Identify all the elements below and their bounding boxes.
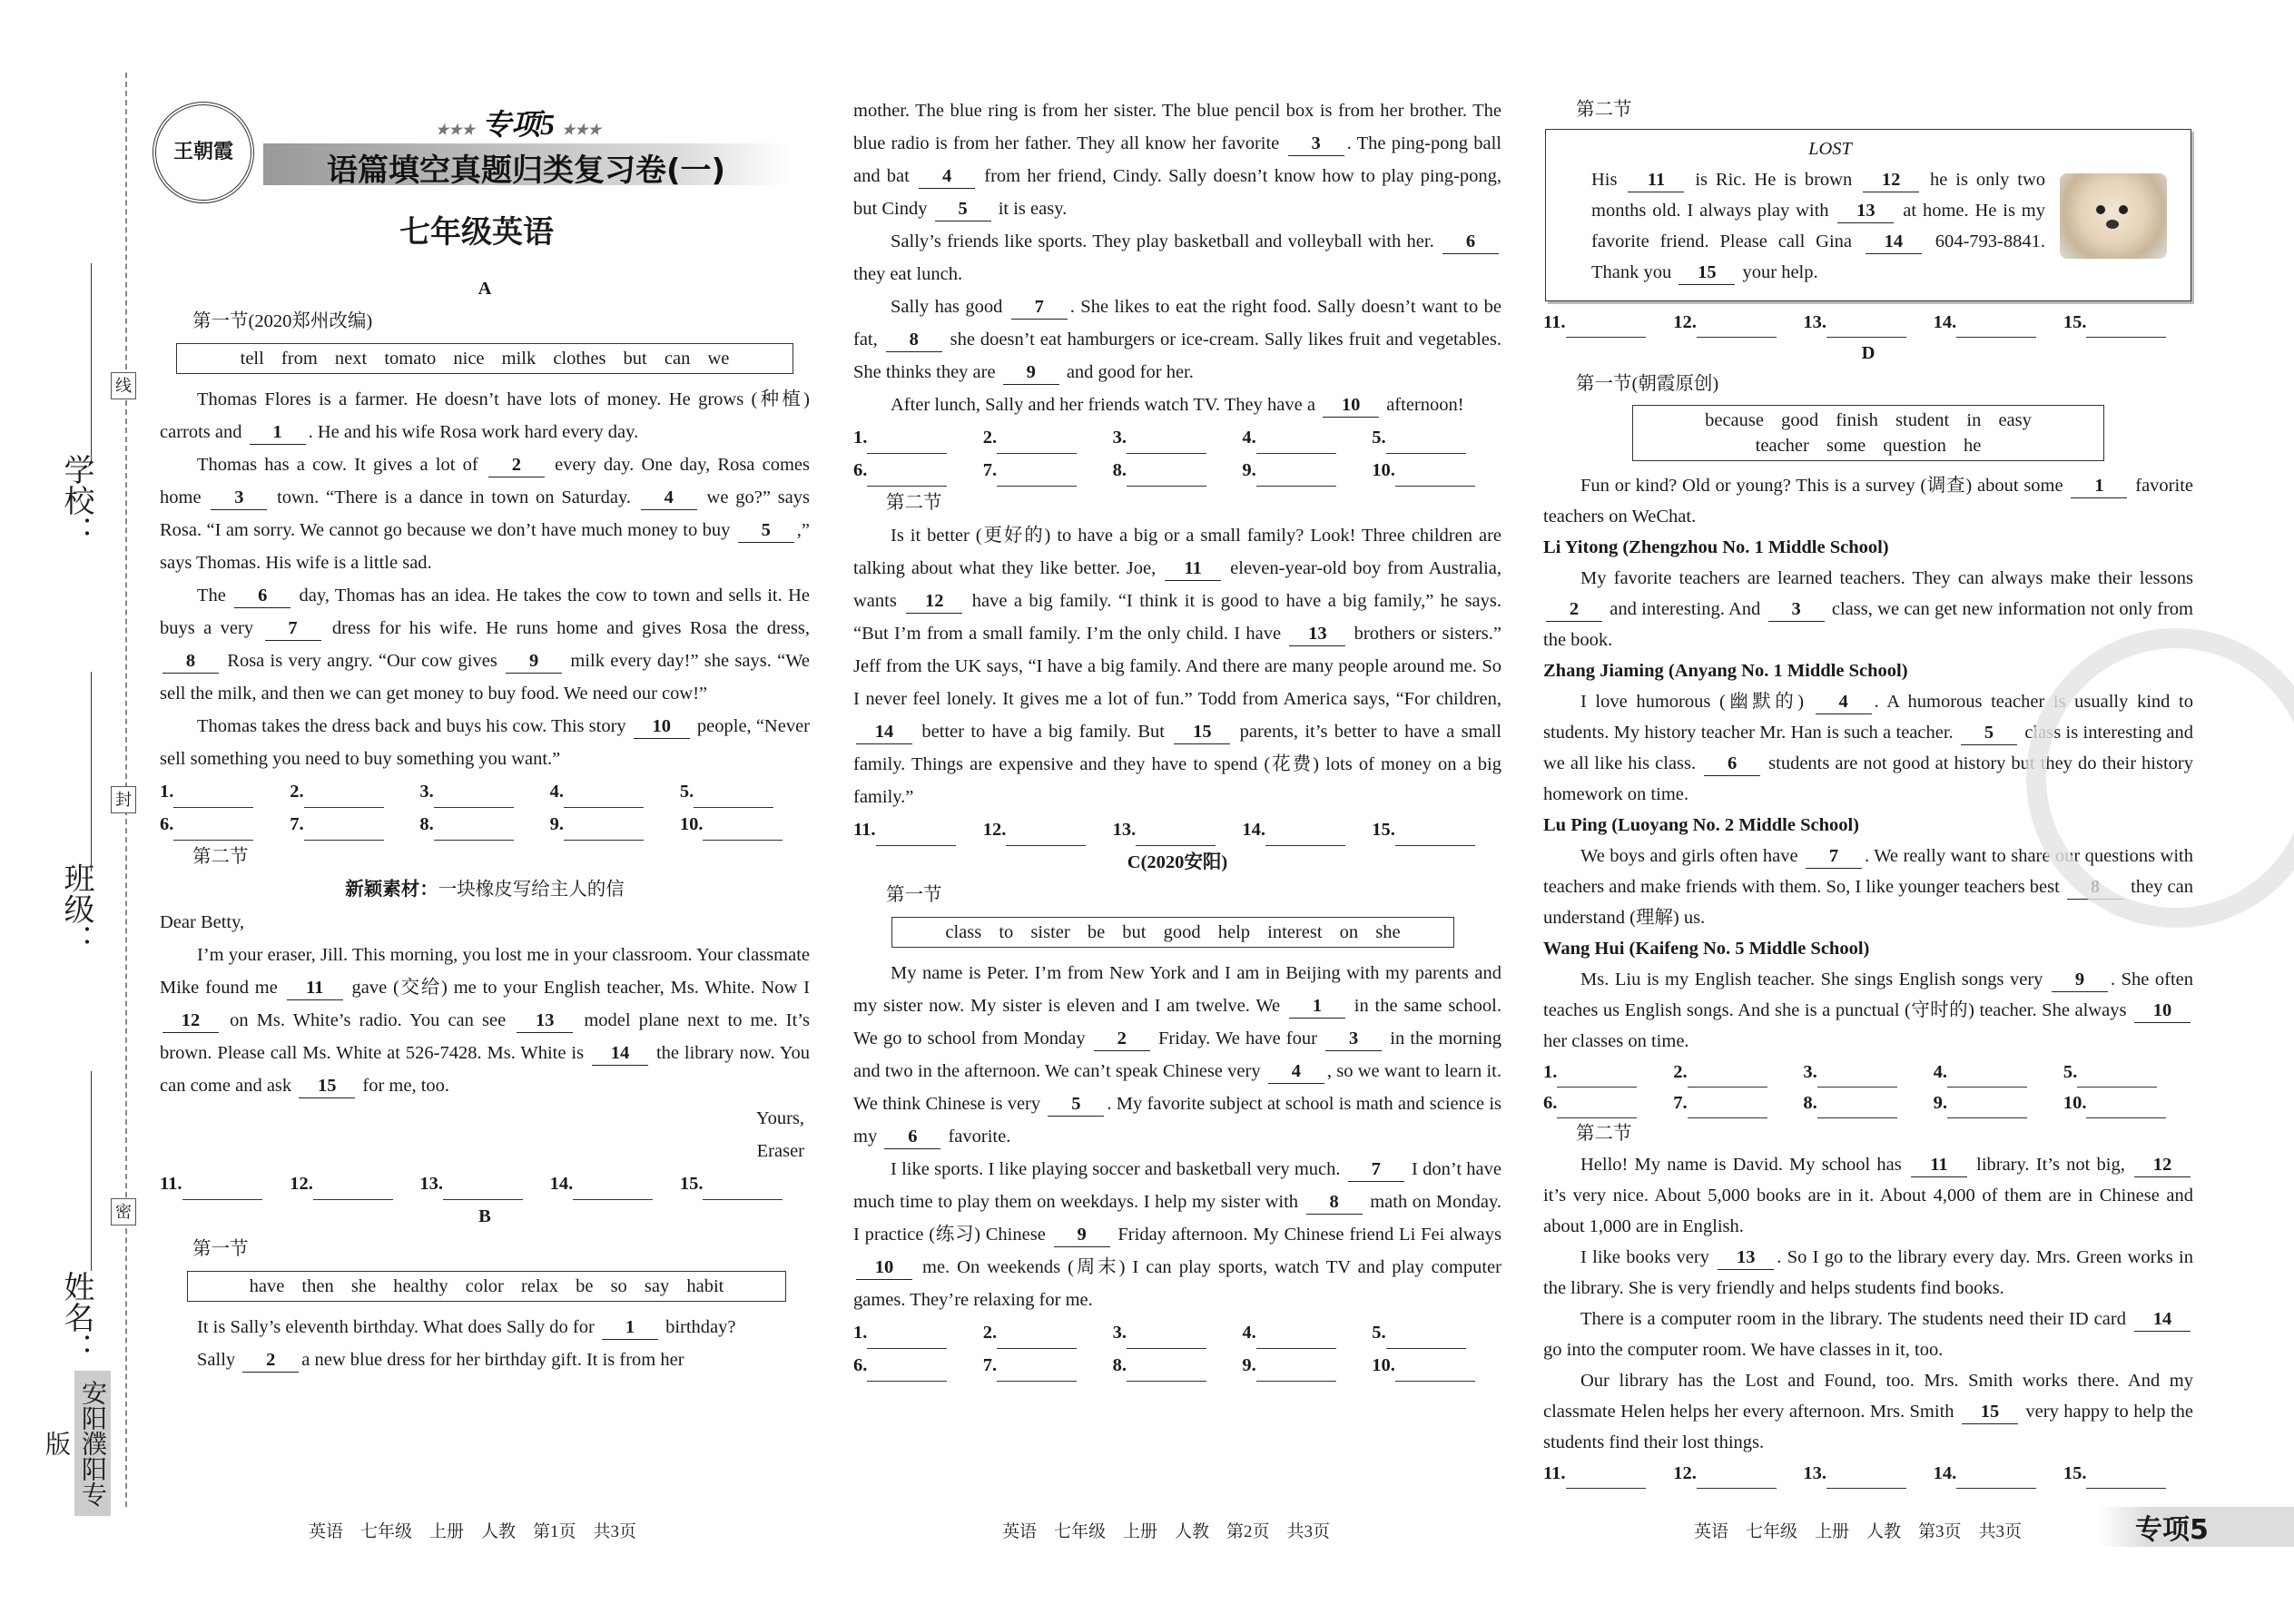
answer-line[interactable] bbox=[1817, 1097, 1897, 1118]
section-b-part1: 第一节 bbox=[192, 1239, 249, 1259]
blank-d8[interactable]: 8 bbox=[2067, 875, 2123, 900]
answer-line[interactable] bbox=[867, 1360, 947, 1382]
header-label-text: 专项5 bbox=[482, 108, 556, 141]
blank-c4[interactable]: 4 bbox=[1268, 1059, 1324, 1084]
footer-page-3: 英语 七年级 上册 人教 第3页 共3页 bbox=[1694, 1522, 2023, 1541]
answer-row-b2: 6. 7. 8. 9. 10. bbox=[853, 454, 1501, 487]
blank-c1[interactable]: 1 bbox=[1289, 994, 1345, 1019]
answer-row-a1: 1. 2. 3. 4. 5. bbox=[160, 775, 810, 808]
section-d-title: D bbox=[1861, 343, 1876, 363]
answer-line[interactable] bbox=[1256, 1360, 1336, 1382]
answer-line[interactable] bbox=[1947, 1097, 2027, 1118]
answer-line[interactable] bbox=[1697, 316, 1777, 338]
answer-line[interactable] bbox=[1817, 1066, 1897, 1088]
word-box-c: class to sister be but good help interest on she bbox=[891, 917, 1454, 948]
answer-line[interactable] bbox=[434, 786, 514, 808]
word-box-d-line2: teacher some question he bbox=[1755, 436, 1982, 456]
answer-line[interactable] bbox=[434, 819, 514, 841]
answer-line[interactable] bbox=[304, 819, 384, 841]
blank-c14[interactable]: 14 bbox=[1866, 230, 1922, 254]
section-a-title: A bbox=[478, 279, 492, 299]
lost-notice bbox=[1545, 129, 2191, 301]
answer-line[interactable] bbox=[2086, 1097, 2166, 1118]
answer-line[interactable] bbox=[1956, 316, 2036, 338]
blank-a6[interactable]: 6 bbox=[234, 584, 290, 608]
answer-line[interactable] bbox=[1006, 824, 1086, 846]
header-label bbox=[436, 102, 601, 143]
answer-line[interactable] bbox=[1395, 824, 1475, 846]
a-para1: Thomas Flores is a farmer. He doesn’t have lots of money. He grows (种植) carrots and 1 . He and his wife Rosa work hard every day. bbox=[160, 383, 810, 448]
answer-line[interactable] bbox=[1826, 1467, 1906, 1489]
blank-a1[interactable]: 1 bbox=[250, 420, 306, 445]
blank-c2[interactable]: 2 bbox=[1094, 1027, 1150, 1051]
a-para3: The 6 day, Thomas has an idea. He takes the cow to town and sells it. He buys a very 7 dress for his wife. He runs home and gives Rosa the dress, 8 Rosa is very angry. “Our cow gives 9 milk every day!” she says. “We sell the milk, and then we can get money to buy food. We need our cow!” bbox=[160, 586, 810, 704]
b-para6: Is it better (更好的) to have a big or a small family? Look! Three children are talking about what they like better. Joe, 11 eleven-year-old boy from Australia, wants 12 have a big family. “I think it is good to have a big family,” he says. “But I’m from a small family. I’m the only child. I have 13 brothers or sisters.” Jeff from the UK says, “I have a big family. And there are many people around me. So I never feel lonely. It gives me a lot of fun.” Todd from America says, “For children, 14 better to have a big family. But 15 parents, it’s better to have a small family. Things are expensive and they have to spend (花费) lots of money on a big family.” bbox=[853, 526, 1501, 807]
section-b-part2: 第二节 bbox=[886, 493, 942, 513]
answer-line[interactable] bbox=[997, 1360, 1077, 1382]
answer-line[interactable] bbox=[1127, 465, 1206, 487]
blank-b5[interactable]: 5 bbox=[935, 197, 991, 221]
puppy-icon bbox=[2060, 173, 2167, 259]
answer-line[interactable] bbox=[564, 819, 644, 841]
answer-line[interactable] bbox=[573, 1178, 653, 1200]
blank-b10[interactable]: 10 bbox=[1323, 393, 1379, 418]
answer-line[interactable] bbox=[1956, 1467, 2036, 1489]
footer-page-1: 英语 七年级 上册 人教 第1页 共3页 bbox=[309, 1522, 637, 1541]
blank-d15[interactable]: 15 bbox=[1962, 1400, 2018, 1424]
b-para2-start: Sally 2 a new blue dress for her birthday gift. It is from her bbox=[160, 1343, 810, 1376]
d-para9: Our library has the Lost and Found, too. Mrs. Smith works there. And my classmate Helen helps her every afternoon. Mrs. Smith 15 very happy to help the students find their lost things. bbox=[1543, 1371, 2193, 1452]
answer-line[interactable] bbox=[1265, 824, 1345, 846]
mark-feng: 封 bbox=[111, 786, 136, 813]
answer-line[interactable] bbox=[1256, 1327, 1336, 1349]
answer-line[interactable] bbox=[1697, 1467, 1777, 1489]
answer-row-c2: 6. 7. 8. 9. 10. bbox=[853, 1349, 1501, 1382]
word-box-d bbox=[1632, 405, 2104, 461]
letter-closing: Yours, bbox=[755, 1108, 804, 1128]
c-para3: His 11 is Ric. He is brown 12 he is only two months old. I always play with 13 at home. He is my favorite friend. Please call Gina 14 604-793-8841. Thank you 15 your help. bbox=[1591, 164, 2045, 288]
blank-b2[interactable]: 2 bbox=[242, 1348, 299, 1373]
answer-line[interactable] bbox=[1256, 432, 1336, 454]
letter-greeting: Dear Betty, bbox=[160, 912, 245, 932]
answer-line[interactable] bbox=[1566, 316, 1646, 338]
blank-d12[interactable]: 12 bbox=[2134, 1153, 2191, 1177]
blank-d10[interactable]: 10 bbox=[2134, 999, 2191, 1023]
section-a-part1: 第一节(2020郑州改编) bbox=[192, 311, 373, 331]
blank-a9[interactable]: 9 bbox=[506, 649, 562, 674]
new-material: 新颖素材：一块橡皮写给主人的信 bbox=[345, 880, 625, 900]
blank-b1[interactable]: 1 bbox=[602, 1315, 658, 1340]
answer-line[interactable] bbox=[304, 786, 384, 808]
blank-b3[interactable]: 3 bbox=[1288, 132, 1344, 156]
section-c-part1: 第一节 bbox=[886, 885, 942, 905]
answer-line[interactable] bbox=[1688, 1066, 1767, 1088]
blank-c3[interactable]: 3 bbox=[1325, 1027, 1382, 1051]
blank-d13[interactable]: 13 bbox=[1718, 1245, 1774, 1270]
answer-line[interactable] bbox=[1127, 1360, 1206, 1382]
answer-line[interactable] bbox=[173, 819, 253, 841]
answer-line[interactable] bbox=[1557, 1066, 1637, 1088]
blank-b8[interactable]: 8 bbox=[886, 328, 942, 352]
column-2 bbox=[853, 94, 1501, 1382]
answer-line[interactable] bbox=[564, 786, 644, 808]
blank-c8[interactable]: 8 bbox=[1306, 1190, 1363, 1215]
word-box-d-line1: because good finish student in easy bbox=[1705, 410, 2032, 430]
d-para3: I love humorous (幽默的) 4 . A humorous teacher is usually kind to students. My history teacher Mr. Han is such a teacher. 5 class is interesting and we all like his class. 6 students are not good at history but they do their history homework on time. bbox=[1543, 692, 2194, 804]
blank-a2[interactable]: 2 bbox=[488, 453, 545, 477]
answer-line[interactable] bbox=[1688, 1097, 1767, 1118]
answer-row-b1: 1. 2. 3. 4. 5. bbox=[853, 421, 1501, 454]
d-para2: My favorite teachers are learned teachers. They can always make their lessons 2 and interesting. And 3 class, we can get new information not only from the book. bbox=[1543, 568, 2193, 650]
column-1 bbox=[160, 272, 810, 1376]
answer-row-c1: 1. 2. 3. 4. 5. bbox=[853, 1316, 1501, 1349]
edition-label: 安阳濮阳专版 bbox=[74, 1371, 111, 1516]
answer-line[interactable] bbox=[703, 819, 783, 841]
section-c-part2: 第二节 bbox=[1576, 100, 1632, 120]
blank-a3[interactable]: 3 bbox=[211, 486, 267, 510]
answer-row-a3: 11. 12. 13. 14. 15. bbox=[160, 1167, 810, 1200]
answer-line[interactable] bbox=[1127, 1327, 1206, 1349]
answer-line[interactable] bbox=[1136, 824, 1216, 846]
answer-line[interactable] bbox=[1947, 1066, 2027, 1088]
blank-d6[interactable]: 6 bbox=[1704, 752, 1760, 776]
school-label: 学校： bbox=[58, 454, 94, 546]
subject-title: 七年级英语 bbox=[399, 214, 554, 251]
answer-line[interactable] bbox=[1395, 465, 1475, 487]
answer-line[interactable] bbox=[997, 465, 1077, 487]
d-para7: I like books very 13 . So I go to the library every day. Mrs. Green works in the library. She is very friendly and helps students find books. bbox=[1543, 1247, 2193, 1298]
blank-d4[interactable]: 4 bbox=[1816, 690, 1872, 714]
puppy-image bbox=[2060, 173, 2167, 259]
section-a-part2: 第二节 bbox=[192, 847, 249, 867]
answer-row-c3: 11. 12. 13. 14. 15. bbox=[1543, 307, 2193, 338]
mark-mi: 密 bbox=[111, 1198, 136, 1225]
header-logo bbox=[153, 102, 254, 203]
b-para1: It is Sally’s eleventh birthday. What does Sally do for 1 birthday? bbox=[160, 1311, 810, 1343]
blank-b6[interactable]: 6 bbox=[1442, 230, 1499, 254]
blank-d9[interactable]: 9 bbox=[2052, 968, 2108, 992]
blank-d3[interactable]: 3 bbox=[1768, 597, 1825, 622]
answer-line[interactable] bbox=[1826, 316, 1906, 338]
answer-row-d1: 1. 2. 3. 4. 5. bbox=[1543, 1057, 2193, 1088]
blank-d14[interactable]: 14 bbox=[2134, 1307, 2191, 1332]
blank-a11[interactable]: 11 bbox=[287, 976, 343, 1000]
c-para2: I like sports. I like playing soccer and basketball very much. 7 I don’t have much time to play them on weekdays. I help my sister with 8 math on Monday. I practice (练习) Chinese 9 Friday afternoon. My Chinese friend Li Fei always 10 me. On weekends (周末) I can play sports, watch TV and play computer games. They’re relaxing for me. bbox=[853, 1159, 1501, 1310]
section-d-part1: 第一节(朝霞原创) bbox=[1576, 374, 1719, 394]
blank-d7[interactable]: 7 bbox=[1806, 844, 1862, 869]
d-heading4: Wang Hui (Kaifeng No. 5 Middle School) bbox=[1543, 939, 1870, 959]
blank-b7[interactable]: 7 bbox=[1011, 295, 1068, 320]
answer-line[interactable] bbox=[313, 1178, 393, 1200]
blank-c13[interactable]: 13 bbox=[1837, 199, 1894, 223]
answer-line[interactable] bbox=[1386, 432, 1466, 454]
d-para6: Hello! My name is David. My school has 11 library. It’s not big, 12 it’s very nice. About 5,000 books are in it. About 4,000 of them are in Chinese and about 1,000 are in English. bbox=[1543, 1155, 2193, 1236]
blank-b4[interactable]: 4 bbox=[919, 164, 975, 189]
answer-line[interactable] bbox=[1566, 1467, 1646, 1489]
blank-a7[interactable]: 7 bbox=[265, 616, 321, 641]
answer-line[interactable] bbox=[703, 1178, 783, 1200]
school-line[interactable] bbox=[91, 263, 92, 463]
answer-line[interactable] bbox=[1127, 432, 1206, 454]
d-para4: We boys and girls often have 7 . We really want to share our questions with teachers and make friends with them. So, I like younger teachers best 8 they can understand (理解) us. bbox=[1543, 846, 2194, 928]
b-para5: After lunch, Sally and her friends watch TV. They have a 10 afternoon! bbox=[853, 389, 1501, 421]
stars-right: ★★★ bbox=[562, 123, 602, 138]
blank-c5[interactable]: 5 bbox=[1048, 1092, 1104, 1117]
answer-row-d2: 6. 7. 8. 9. 10. bbox=[1543, 1088, 2193, 1118]
page-title: 语篇填空真题归类复习卷(一) bbox=[327, 153, 726, 189]
blank-c12[interactable]: 12 bbox=[1863, 168, 1919, 192]
answer-line[interactable] bbox=[443, 1178, 523, 1200]
b-para2-cont: mother. The blue ring is from her sister. The blue pencil box is from her brother. The blue radio is from her father. They all know her favorite 3 . The ping-pong ball and bat 4 from her friend, Cindy. Sally doesn’t know how to play ping-pong, but Cindy 5 it is easy. bbox=[853, 94, 1501, 225]
b-para3: Sally’s friends like sports. They play basketball and volleyball with her. 6 they eat lunch. bbox=[853, 225, 1501, 290]
letter-signature: Eraser bbox=[756, 1141, 804, 1161]
name-line[interactable] bbox=[91, 1071, 92, 1271]
answer-line[interactable] bbox=[173, 786, 253, 808]
d-heading2: Zhang Jiaming (Anyang No. 1 Middle School) bbox=[1543, 661, 1908, 681]
answer-line[interactable] bbox=[182, 1178, 262, 1200]
blank-a10[interactable]: 10 bbox=[634, 714, 690, 739]
answer-row-a2: 6. 7. 8. 9. 10. bbox=[160, 808, 810, 841]
answer-line[interactable] bbox=[867, 465, 947, 487]
blank-c9[interactable]: 9 bbox=[1054, 1223, 1110, 1247]
d-para1: Fun or kind? Old or young? This is a survey (调查) about some 1 favorite teachers on WeChat. bbox=[1543, 476, 2194, 527]
footer-tag: 专项5 bbox=[2099, 1507, 2294, 1547]
blank-c11[interactable]: 11 bbox=[1628, 168, 1684, 192]
binding-strip bbox=[0, 0, 145, 1624]
blank-b11[interactable]: 11 bbox=[1165, 556, 1221, 581]
answer-line[interactable] bbox=[876, 824, 956, 846]
answer-line[interactable] bbox=[867, 432, 947, 454]
blank-c10[interactable]: 10 bbox=[856, 1255, 912, 1280]
answer-line[interactable] bbox=[1557, 1097, 1637, 1118]
blank-a4[interactable]: 4 bbox=[641, 486, 697, 510]
blank-b13[interactable]: 13 bbox=[1289, 622, 1345, 646]
blank-a14[interactable]: 14 bbox=[592, 1041, 648, 1066]
name-label: 姓名： bbox=[58, 1271, 94, 1363]
d-para8: There is a computer room in the library. The students need their ID card 14 go into the computer room. We have classes in it, too. bbox=[1543, 1304, 2193, 1365]
blank-c15[interactable]: 15 bbox=[1679, 261, 1735, 285]
answer-line[interactable] bbox=[2086, 1467, 2166, 1489]
blank-a5[interactable]: 5 bbox=[738, 518, 794, 543]
answer-line[interactable] bbox=[2086, 316, 2166, 338]
answer-line[interactable] bbox=[1386, 1327, 1466, 1349]
answer-line[interactable] bbox=[867, 1327, 947, 1349]
a-para5: I’m your eraser, Jill. This morning, you lost me in your classroom. Your classmate Mike found me 11 gave (交给) me to your English teacher, Ms. White. Now I 12 on Ms. White’s radio. You can see 13 model plane next to me. It’s brown. Please call Ms. White at 526-7428. Ms. White is 14 the library now. You can come and ask 15 for me, too. bbox=[160, 939, 810, 1102]
c-para1: My name is Peter. I’m from New York and I am in Beijing with my parents and my sister now. My sister is eleven and I am twelve. We 1 in the same school. We go to school from Monday 2 Friday. We have four 3 in the morning and two in the afternoon. We can’t speak Chinese very 4 , so we want to learn it. We think Chinese is very 5 . My favorite subject at school is math and science is my 6 favorite. bbox=[853, 957, 1501, 1153]
section-d-part2: 第二节 bbox=[1576, 1124, 1632, 1144]
answer-row-d3: 11. 12. 13. 14. 15. bbox=[1543, 1458, 2193, 1489]
section-b-title: B bbox=[478, 1206, 491, 1226]
d-para5: Ms. Liu is my English teacher. She sings English songs very 9 . She often teaches us English songs. And she is a punctual (守时的) teacher. She always 10 her classes on time. bbox=[1543, 969, 2193, 1051]
blank-b9[interactable]: 9 bbox=[1003, 360, 1059, 385]
answer-line[interactable] bbox=[1395, 1360, 1475, 1382]
section-c-title: C(2020安阳) bbox=[1127, 852, 1228, 872]
blank-d11[interactable]: 11 bbox=[1911, 1153, 1967, 1177]
blank-c6[interactable]: 6 bbox=[884, 1125, 940, 1149]
lost-title: LOST bbox=[1808, 139, 1852, 159]
answer-line[interactable] bbox=[997, 1327, 1077, 1349]
class-line[interactable] bbox=[91, 672, 92, 871]
blank-d5[interactable]: 5 bbox=[1961, 721, 2017, 745]
mark-xian: 线 bbox=[111, 372, 136, 399]
stars-left: ★★★ bbox=[436, 123, 476, 138]
blank-d1[interactable]: 1 bbox=[2071, 474, 2127, 498]
footer-page-2: 英语 七年级 上册 人教 第2页 共3页 bbox=[1002, 1522, 1331, 1541]
word-box-b: have then she healthy color relax be so say habit bbox=[187, 1271, 786, 1302]
a-para2: Thomas has a cow. It gives a lot of 2 every day. One day, Rosa comes home 3 town. “There is a dance in town on Saturday. 4 we go?” says Rosa. “I am sorry. We cannot go because we don’t have much money to buy 5 ,” says Thomas. His wife is a little sad. bbox=[160, 455, 811, 573]
answer-row-b3: 11. 12. 13. 14. 15. bbox=[853, 813, 1501, 846]
blank-c7[interactable]: 7 bbox=[1348, 1157, 1404, 1182]
blank-a12[interactable]: 12 bbox=[162, 1009, 219, 1033]
word-box-a: tell from next tomato nice milk clothes but can we bbox=[176, 343, 793, 374]
b-para4: Sally has good 7 . She likes to eat the right food. Sally doesn’t want to be fat, 8 she doesn’t eat hamburgers or ice-cream. Sally likes fruit and vegetables. She thinks they are 9 and good for her. bbox=[853, 290, 1501, 389]
d-heading3: Lu Ping (Luoyang No. 2 Middle School) bbox=[1543, 815, 1859, 835]
logo-text: 王朝霞 bbox=[172, 141, 233, 163]
blank-a15[interactable]: 15 bbox=[299, 1074, 355, 1098]
blank-d2[interactable]: 2 bbox=[1546, 597, 1602, 622]
answer-line[interactable] bbox=[1256, 465, 1336, 487]
blank-b14[interactable]: 14 bbox=[856, 720, 912, 744]
answer-line[interactable] bbox=[2077, 1066, 2157, 1088]
answer-line[interactable] bbox=[694, 786, 773, 808]
answer-line[interactable] bbox=[997, 432, 1077, 454]
blank-a13[interactable]: 13 bbox=[517, 1009, 573, 1033]
a-para4: Thomas takes the dress back and buys his cow. This story 10 people, “Never sell something you need to buy something you want.” bbox=[160, 716, 810, 769]
blank-a8[interactable]: 8 bbox=[162, 649, 219, 674]
d-heading1: Li Yitong (Zhengzhou No. 1 Middle School) bbox=[1543, 537, 1889, 557]
blank-b15[interactable]: 15 bbox=[1174, 720, 1230, 744]
class-label: 班级： bbox=[58, 862, 94, 955]
blank-b12[interactable]: 12 bbox=[906, 589, 962, 614]
